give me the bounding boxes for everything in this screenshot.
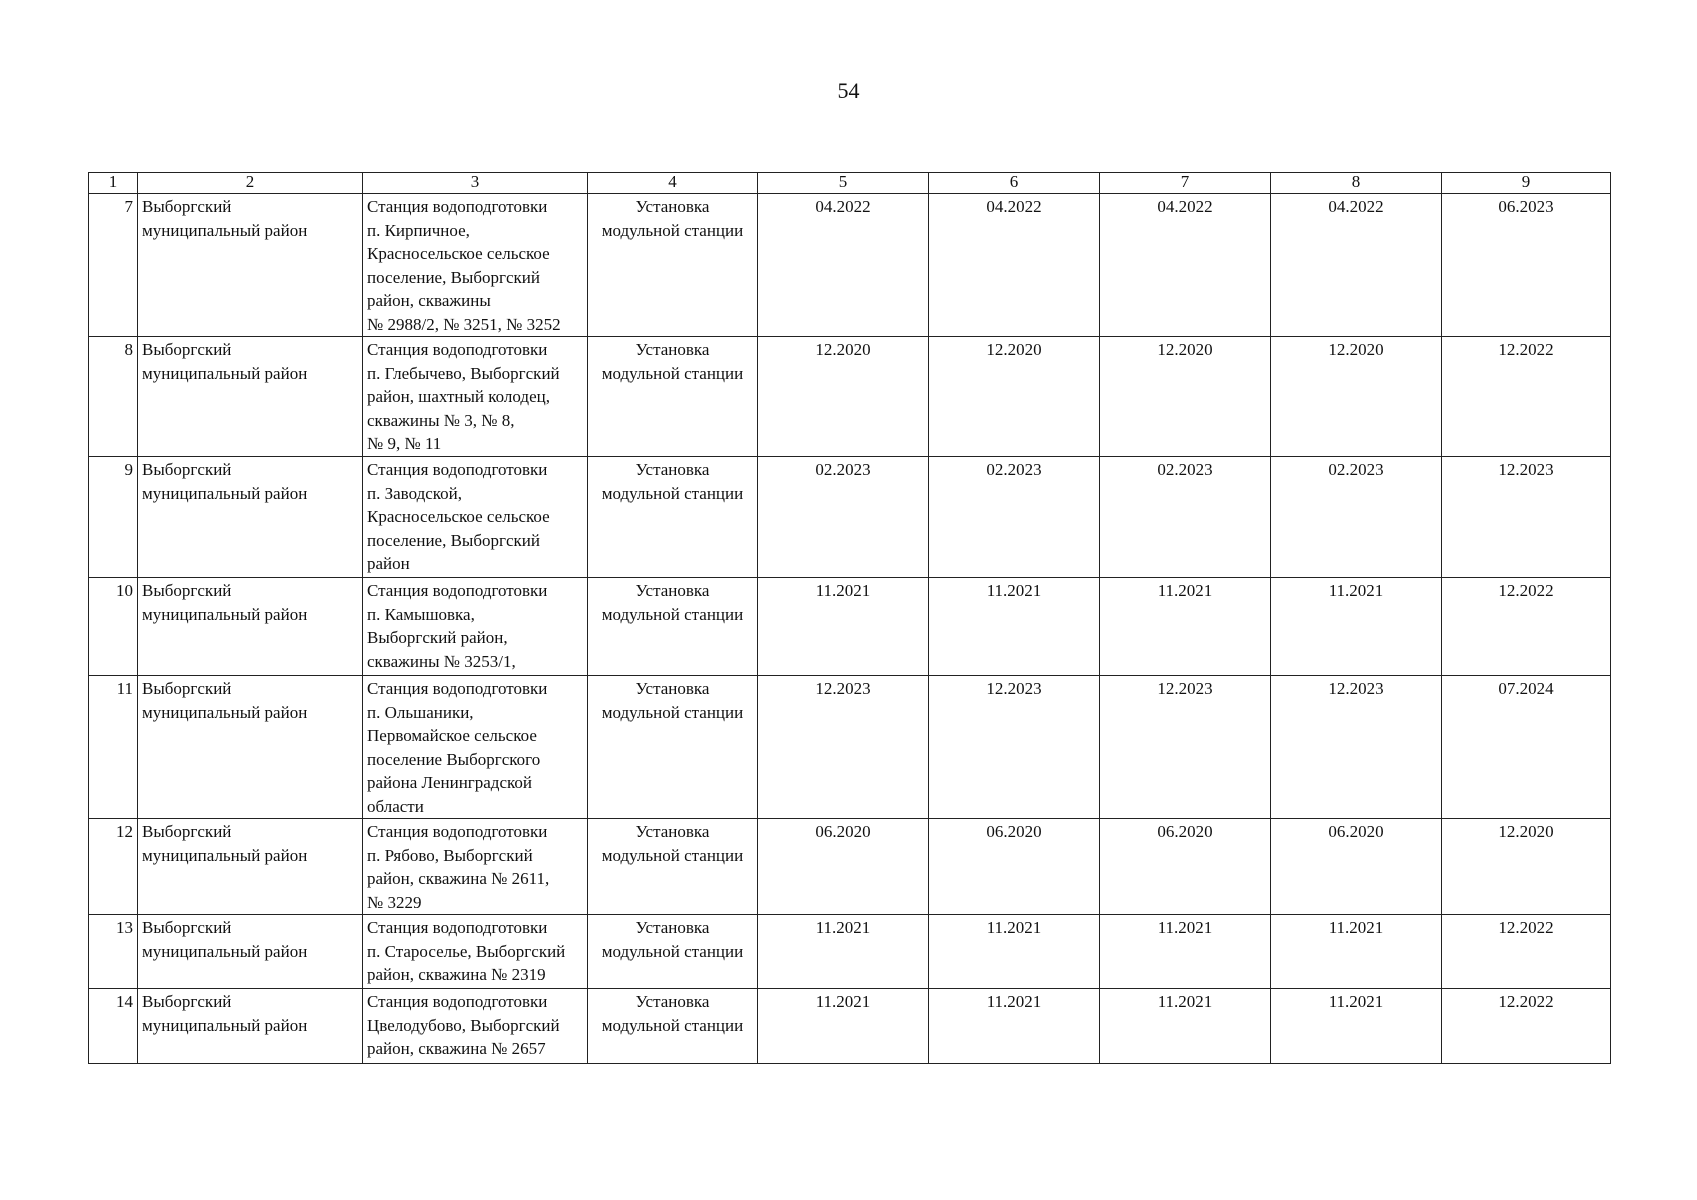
object-line: № 2988/2, № 3251, № 3252 [367,314,561,334]
date-cell-c6: 12.2020 [929,337,1100,457]
measure-line: Установка [635,581,710,600]
district-line: муниципальный район [142,702,308,722]
date-cell-c7: 11.2021 [1100,915,1271,989]
date-cell-c8: 02.2023 [1271,457,1442,578]
table-row [89,337,1611,457]
object-line: п. Заводской, [367,483,463,503]
date-cell-c8: 11.2021 [1271,578,1442,676]
object-line: п. Камышовка, [367,604,475,624]
measure-line: модульной станции [601,483,744,503]
object-line: район, скважина № 2319 [367,965,546,984]
object-line: Станция водоподготовки [367,679,548,698]
district-line: Выборгский [142,581,232,600]
measure-line: модульной станции [601,604,744,624]
date-cell-c7: 02.2023 [1100,457,1271,578]
district-line: муниципальный район [142,220,308,240]
object-line: район [367,554,410,573]
object-line: Красносельское сельское [367,244,550,263]
district-line: Выборгский [142,918,232,937]
table-row [89,989,1611,1064]
object-line: Цвелодубово, Выборгский [367,1015,560,1035]
table-body [89,173,1611,1064]
district-line: Выборгский [142,460,232,479]
table-header-row [89,173,1611,194]
date-cell-c9: 12.2023 [1442,457,1611,578]
object-line: район, скважина № 2611, [367,869,550,888]
object-line: Первомайское сельское [367,726,537,745]
object-line: области [367,796,424,816]
table-row [89,457,1611,578]
header-cell: 5 [758,173,929,194]
measure-line: модульной станции [601,941,744,961]
district-cell [138,989,363,1064]
measure-line: Установка [635,822,710,841]
date-cell-c9: 12.2022 [1442,915,1611,989]
object-cell [363,457,588,578]
measure-line: Установка [635,918,710,937]
object-line: район, шахтный колодец, [367,387,550,406]
table-row [89,676,1611,819]
date-cell-c6: 12.2023 [929,676,1100,819]
table-row [89,194,1611,337]
date-cell-c7: 12.2020 [1100,337,1271,457]
district-line: Выборгский [142,992,232,1011]
date-cell-c6: 11.2021 [929,578,1100,676]
date-cell-c7: 11.2021 [1100,578,1271,676]
date-cell-c5: 02.2023 [758,457,929,578]
date-cell-c8: 11.2021 [1271,989,1442,1064]
district-cell [138,819,363,915]
district-line: муниципальный район [142,483,308,503]
header-cell: 8 [1271,173,1442,194]
date-cell-c6: 04.2022 [929,194,1100,337]
date-cell-c6: 06.2020 [929,819,1100,915]
district-cell [138,457,363,578]
object-cell [363,989,588,1064]
object-line: Станция водоподготовки [367,197,548,216]
object-line: скважины № 3253/1, [367,651,516,671]
date-cell-c5: 06.2020 [758,819,929,915]
date-cell-c5: 12.2020 [758,337,929,457]
object-line: п. Кирпичное, [367,220,470,240]
district-line: Выборгский [142,822,232,841]
object-line: района Ленинградской [367,773,532,792]
row-number-cell: 13 [89,915,138,989]
object-line: Станция водоподготовки [367,581,548,600]
measure-line: модульной станции [601,363,744,383]
date-cell-c5: 11.2021 [758,989,929,1064]
object-line: Станция водоподготовки [367,340,548,359]
date-cell-c5: 11.2021 [758,578,929,676]
date-cell-c9: 12.2022 [1442,578,1611,676]
object-line: п. Рябово, Выборгский [367,845,533,865]
measure-cell [588,337,758,457]
date-cell-c5: 11.2021 [758,915,929,989]
object-line: район, скважины [367,291,491,310]
date-cell-c7: 06.2020 [1100,819,1271,915]
district-cell [138,676,363,819]
date-cell-c8: 04.2022 [1271,194,1442,337]
district-cell [138,194,363,337]
row-number-cell: 11 [89,676,138,819]
measure-cell [588,578,758,676]
date-cell-c8: 12.2020 [1271,337,1442,457]
data-table [88,172,1611,1064]
date-cell-c9: 07.2024 [1442,676,1611,819]
row-number-cell: 14 [89,989,138,1064]
date-cell-c6: 02.2023 [929,457,1100,578]
measure-cell [588,676,758,819]
date-cell-c6: 11.2021 [929,915,1100,989]
object-cell [363,819,588,915]
header-cell: 9 [1442,173,1611,194]
date-cell-c8: 11.2021 [1271,915,1442,989]
district-cell [138,337,363,457]
row-number-cell: 12 [89,819,138,915]
date-cell-c5: 12.2023 [758,676,929,819]
row-number-cell: 9 [89,457,138,578]
measure-line: Установка [635,992,710,1011]
object-line: Красносельское сельское [367,507,550,526]
header-cell: 7 [1100,173,1271,194]
header-cell: 1 [89,173,138,194]
row-number-cell: 7 [89,194,138,337]
object-line: Станция водоподготовки [367,992,548,1011]
object-line: п. Глебычево, Выборгский [367,363,560,383]
header-cell: 6 [929,173,1100,194]
district-line: муниципальный район [142,1015,308,1035]
object-line: № 3229 [367,892,422,912]
measure-line: модульной станции [601,1015,744,1035]
date-cell-c6: 11.2021 [929,989,1100,1064]
object-line: п. Староселье, Выборгский [367,941,566,961]
date-cell-c7: 04.2022 [1100,194,1271,337]
date-cell-c8: 06.2020 [1271,819,1442,915]
district-cell [138,915,363,989]
district-cell [138,578,363,676]
object-line: поселение, Выборгский [367,530,540,550]
date-cell-c7: 12.2023 [1100,676,1271,819]
object-line: Станция водоподготовки [367,918,548,937]
object-line: № 9, № 11 [367,434,442,453]
measure-cell [588,989,758,1064]
measure-line: Установка [635,340,710,359]
date-cell-c9: 12.2022 [1442,337,1611,457]
object-line: скважины № 3, № 8, [367,410,515,430]
object-line: Станция водоподготовки [367,822,548,841]
district-line: муниципальный район [142,604,308,624]
table-row [89,915,1611,989]
header-cell: 3 [363,173,588,194]
date-cell-c9: 06.2023 [1442,194,1611,337]
object-cell [363,915,588,989]
page-number: 54 [837,78,860,103]
date-cell-c7: 11.2021 [1100,989,1271,1064]
district-line: муниципальный район [142,845,308,865]
district-line: Выборгский [142,679,232,698]
object-line: Станция водоподготовки [367,460,548,479]
measure-cell [588,915,758,989]
measure-line: Установка [635,460,710,479]
table-row [89,578,1611,676]
object-line: район, скважина № 2657 [367,1039,546,1058]
header-cell: 4 [588,173,758,194]
district-line: Выборгский [142,340,232,359]
object-cell [363,676,588,819]
district-line: Выборгский [142,197,232,216]
object-cell [363,194,588,337]
date-cell-c9: 12.2022 [1442,989,1611,1064]
object-cell [363,578,588,676]
measure-line: модульной станции [601,702,744,722]
date-cell-c5: 04.2022 [758,194,929,337]
measure-cell [588,194,758,337]
measure-line: Установка [635,197,710,216]
object-cell [363,337,588,457]
measure-cell [588,457,758,578]
object-line: п. Ольшаники, [367,702,474,722]
row-number-cell: 10 [89,578,138,676]
table-row [89,819,1611,915]
measure-cell [588,819,758,915]
measure-line: модульной станции [601,220,744,240]
object-line: поселение Выборгского [367,749,541,769]
header-cell: 2 [138,173,363,194]
district-line: муниципальный район [142,363,308,383]
date-cell-c8: 12.2023 [1271,676,1442,819]
row-number-cell: 8 [89,337,138,457]
object-line: поселение, Выборгский [367,267,540,287]
district-line: муниципальный район [142,941,308,961]
measure-line: модульной станции [601,845,744,865]
date-cell-c9: 12.2020 [1442,819,1611,915]
object-line: Выборгский район, [367,628,508,647]
measure-line: Установка [635,679,710,698]
